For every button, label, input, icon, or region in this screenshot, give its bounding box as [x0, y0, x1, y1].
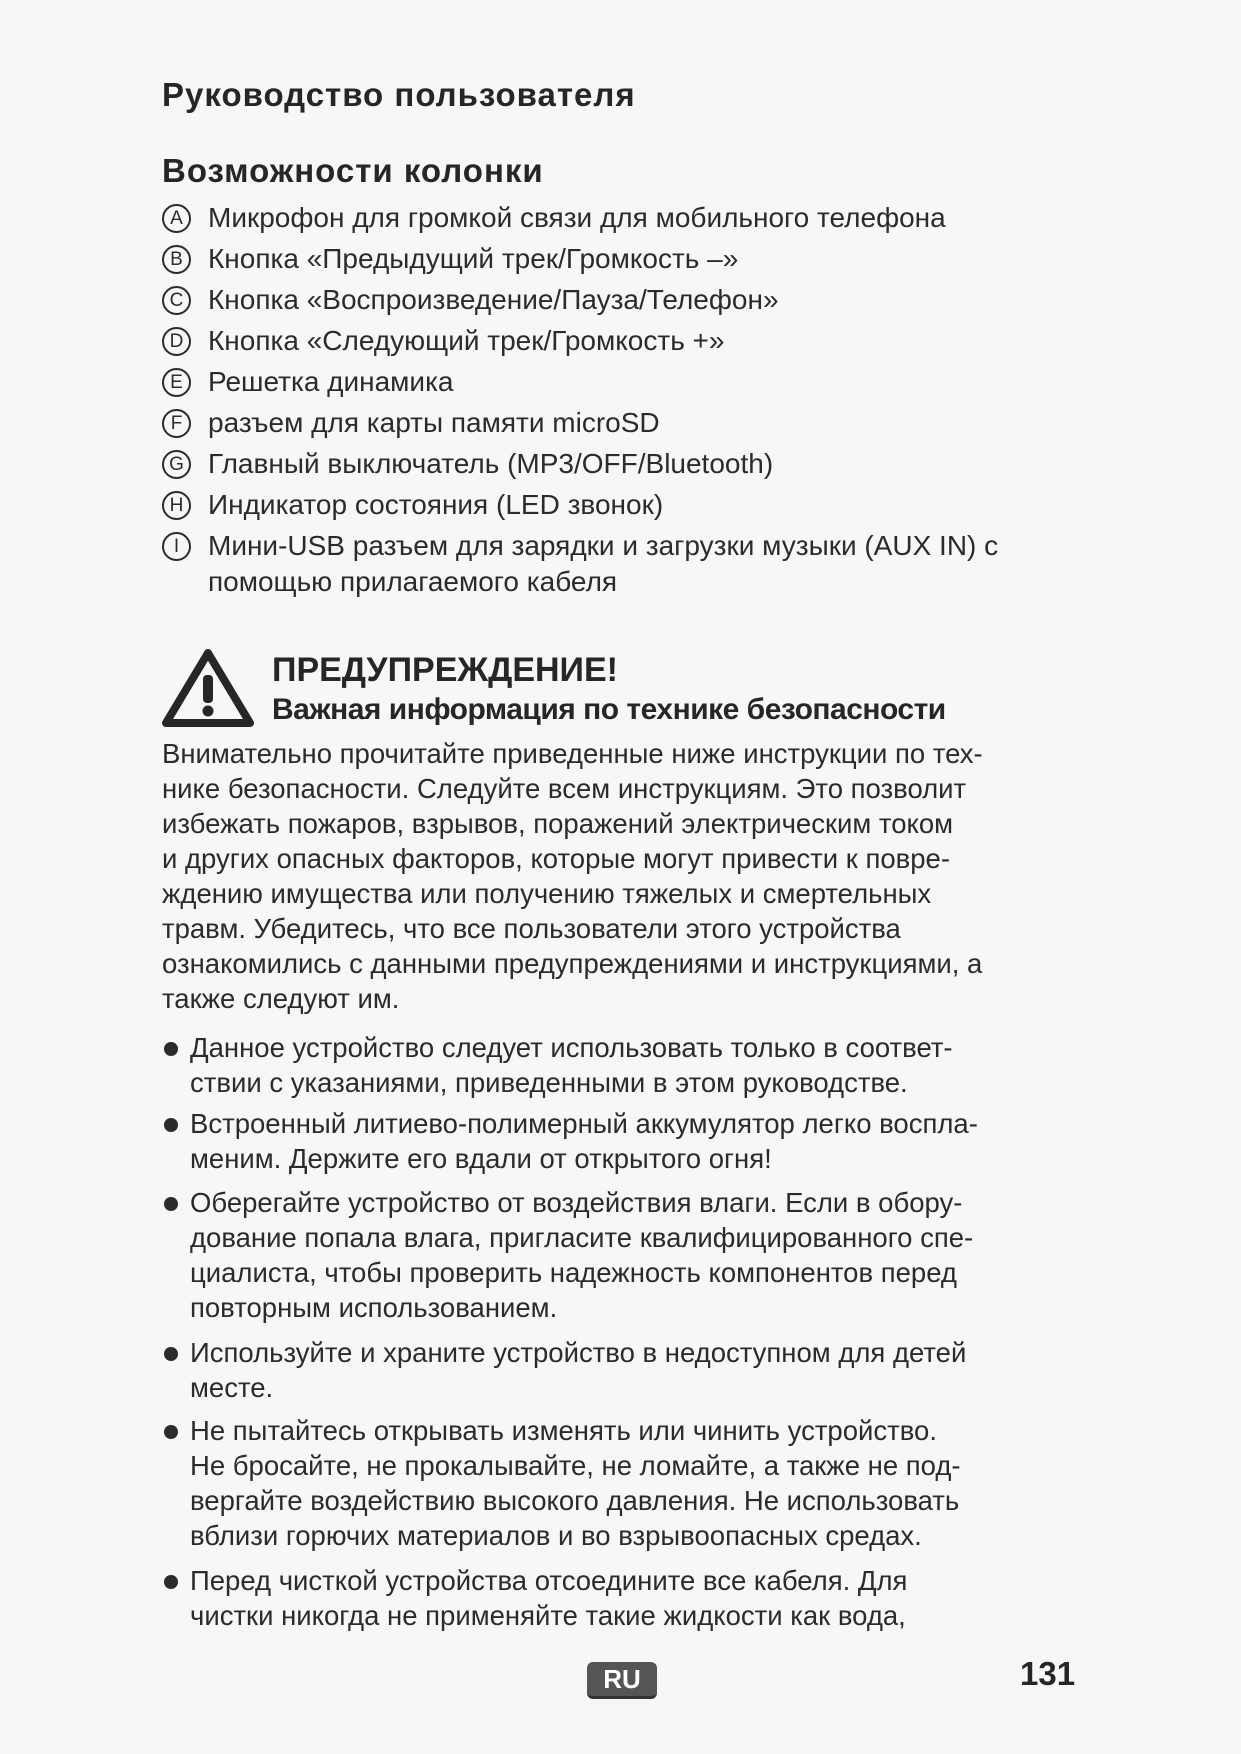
bullet-line: дование попала влага, пригласите квалифицированного спе- [190, 1222, 974, 1253]
bullet-line: Перед чисткой устройства отсоедините все кабеля. Для [190, 1565, 908, 1596]
bullet-dot-icon [164, 1425, 178, 1439]
feature-letter-badge: H [162, 491, 191, 520]
bullet-line: циалиста, чтобы проверить надежность компонентов перед [190, 1257, 957, 1288]
paragraph-line: Внимательно прочитайте приведенные ниже инструкции по тех- [162, 738, 983, 769]
feature-item [162, 282, 1062, 318]
feature-text: Кнопка «Следующий трек/Громкость +» [208, 325, 725, 356]
paragraph-line: нике безопасности. Следуйте всем инструкциям. Это позволит [162, 773, 967, 804]
bullet-dot-icon [164, 1575, 178, 1589]
bullet-dot-icon [164, 1197, 178, 1211]
feature-letter-badge: D [162, 327, 191, 356]
paragraph-line: ознакомились с данными предупреждениями и инструкциями, а [162, 948, 983, 979]
bullet-line: ствии с указаниями, приведенными в этом руководстве. [190, 1067, 908, 1098]
bullet-line: вергайте воздействию высокого давления. Не использовать [190, 1485, 960, 1516]
bullet-item [162, 1563, 1082, 1633]
bullet-item [162, 1413, 1082, 1553]
feature-text: Кнопка «Воспроизведение/Пауза/Телефон» [208, 284, 779, 315]
warning-title: ПРЕДУПРЕЖДЕНИЕ! [272, 651, 618, 689]
bullet-line: месте. [190, 1372, 274, 1403]
bullet-line: вблизи горючих материалов и во взрывоопасных средах. [190, 1520, 922, 1551]
feature-item [162, 323, 1062, 359]
feature-item [162, 405, 1062, 441]
bullet-line: меним. Держите его вдали от открытого огня! [190, 1143, 772, 1174]
feature-text: разъем для карты памяти microSD [208, 407, 660, 438]
paragraph-line: избежать пожаров, взрывов, поражений электрическим током [162, 808, 954, 839]
warning-subtitle: Важная информация по технике безопасности [272, 693, 946, 726]
bullet-line: повторным использованием. [190, 1292, 558, 1323]
bullet-line: Используйте и храните устройство в недоступном для детей [190, 1337, 967, 1368]
feature-list [162, 200, 1062, 605]
section-title: Возможности колонки [162, 152, 544, 189]
feature-letter-badge: A [162, 204, 191, 233]
paragraph-line: и других опасных факторов, которые могут привести к повре- [162, 843, 950, 874]
feature-text-continued: помощью прилагаемого кабеля [208, 566, 618, 597]
bullet-line: чистки никогда не применяйте такие жидкости как вода, [190, 1600, 906, 1631]
bullet-line: Встроенный литиево-полимерный аккумулятор легко воспла- [190, 1108, 978, 1139]
warning-intro-paragraph [162, 736, 1062, 1016]
feature-letter-badge: E [162, 368, 191, 397]
feature-item [162, 446, 1062, 482]
bullet-line: Не пытайтесь открывать изменять или чинить устройство. [190, 1415, 937, 1446]
paragraph-line: также следуют им. [162, 983, 400, 1014]
bullet-item [162, 1106, 1082, 1176]
bullet-item [162, 1335, 1082, 1405]
feature-letter-badge: B [162, 245, 191, 274]
bullet-line: Оберегайте устройство от воздействия влаги. Если в обору- [190, 1187, 963, 1218]
paragraph-line: травм. Убедитесь, что все пользователи этого устройства [162, 913, 901, 944]
page-number: 131 [1020, 1655, 1076, 1692]
feature-text: Микрофон для громкой связи для мобильного телефона [208, 202, 946, 233]
feature-text: Мини-USB разъем для зарядки и загрузки музыки (AUX IN) с [208, 530, 999, 561]
feature-text: Кнопка «Предыдущий трек/Громкость –» [208, 243, 739, 274]
feature-text: Решетка динамика [208, 366, 454, 397]
feature-letter-badge: F [162, 409, 191, 438]
bullet-dot-icon [164, 1042, 178, 1056]
document-title: Руководство пользователя [162, 76, 636, 113]
feature-letter-badge: C [162, 286, 191, 315]
feature-letter-badge: I [162, 532, 191, 561]
bullet-dot-icon [164, 1347, 178, 1361]
feature-item [162, 241, 1062, 277]
bullet-item [162, 1185, 1082, 1325]
bullet-item [162, 1030, 1082, 1100]
feature-item [162, 364, 1062, 400]
feature-text: Главный выключатель (MP3/OFF/Bluetooth) [208, 448, 774, 479]
paragraph-line: ждению имущества или получению тяжелых и смертельных [162, 878, 932, 909]
feature-letter-badge: G [162, 450, 191, 479]
feature-item [162, 200, 1062, 236]
warning-triangle-icon [162, 648, 254, 728]
bullet-dot-icon [164, 1118, 178, 1132]
feature-item [162, 487, 1062, 523]
bullet-line: Данное устройство следует использовать только в соответ- [190, 1032, 953, 1063]
feature-item [162, 528, 1062, 600]
bullet-line: Не бросайте, не прокалывайте, не ломайте, а также не под- [190, 1450, 961, 1481]
language-badge: RU [587, 1662, 657, 1699]
feature-text: Индикатор состояния (LED звонок) [208, 489, 664, 520]
